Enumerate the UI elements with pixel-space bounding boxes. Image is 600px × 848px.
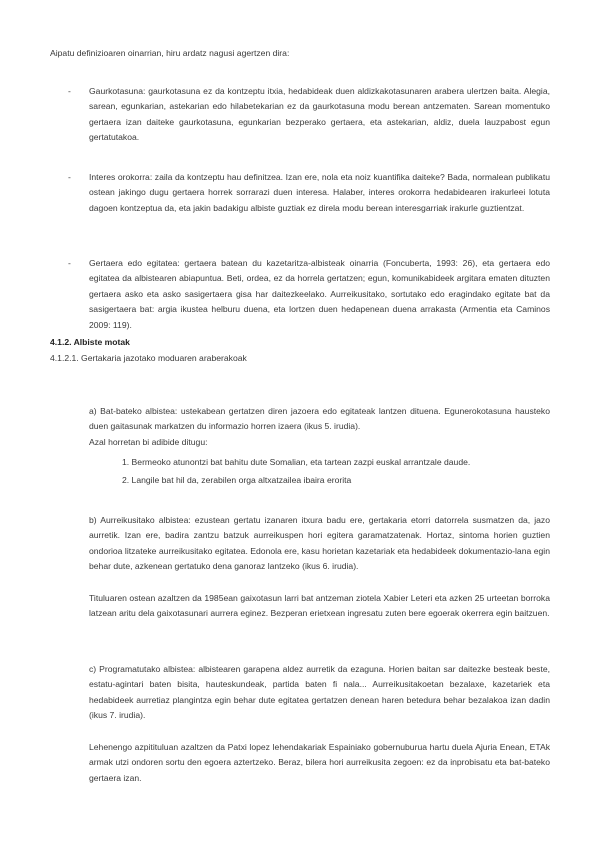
type-a-examples-intro: Azal horretan bi adibide ditugu:: [89, 437, 208, 447]
subsection-heading: 4.1.2.1. Gertakaria jazotako moduaren araberakoak: [50, 353, 247, 363]
type-b-paragraph-2: Tituluaren ostean azaltzen da 1985ean gaixotasun larri bat antzeman ziotela Xabier Leteri eta azken 25 urteetan borroka latzean aritu dela gaixotasunari aurrera eginez. Bezperan erietxean ingresatu zuten bere egoerak okerrera egin baitzuen.: [89, 593, 550, 619]
type-c-paragraph: c) Programatutako albistea: albistearen garapena aldez aurretik da ezaguna. Horien baitan sar daitezke besteak beste, estatu-agintari baten bisita, hauteskundeak, partida baten fi nala... Aurreikusitakoetan bezalaxe, kazetariek eta hedabideek aurretiaz plangintza egin behar dute egitatea gertatzen denean haren betedura behar bezalakoa izan dadin (ikus 7. irudia).: [89, 664, 550, 721]
criterion-gertaera: Gertaera edo egitatea: gertaera batean du kazetaritza-albisteak oinarria (Foncuberta, 1993: 26), eta gertaera edo egitatea da albistearen abiapuntua. Beti, ordea, ez da horrela gertatzen; egun, komunikabideek argitara ematen dituzten gertaera asko eta asko sasigertaera gisa har daitezkeelako. Aurreikusitako, sortutako edo eragindako egitate bat da sasigertaera bat: argia ikustea helburu duena, eta lortzen duen hedapenean duena arrakasta (Armentia eta Caminos 2009: 119).: [89, 258, 550, 330]
criterion-interes-orokorra: Interes orokorra: zaila da kontzeptu hau definitzea. Izan ere, nola eta noiz kuantifika daiteke? Bada, normalean publikatu ostean jakingo dugu gertaera horrek sorrarazi duen interesa. Halaber, interes orokorra hedabidearen irakurleei lotuta dagoen kontzeptua da, eta jakin badakigu albiste guztiak ez direla modu berean interesgarriak irakurle guztientzat.: [89, 172, 550, 213]
section-heading: 4.1.2. Albiste motak: [50, 337, 130, 347]
bullet-marker: -: [68, 258, 71, 268]
type-a-paragraph: a) Bat-bateko albistea: ustekabean gertatzen diren jazoera edo egitateak lantzen dituena. Egunerokotasuna hausteko duen gaitasunak markatzen du informazio horren izaera (ikus 5. irudia).: [89, 406, 550, 432]
type-a-example-1: 1. Bermeoko atunontzi bat bahitu dute Somalian, eta tartean zazpi euskal arrantzale daude.: [122, 457, 471, 467]
type-a-example-2: 2. Langile bat hil da, zerabilen orga altxatzailea ibaira erorita: [122, 475, 352, 485]
bullet-marker: -: [68, 172, 71, 182]
bullet-marker: -: [68, 86, 71, 96]
type-c-paragraph-2: Lehenengo azpitituluan azaltzen da Patxi lopez lehendakariak Espainiako gobernuburua hartu duela Ajuria Enean, ETAk armak utzi ondoren sortu den egoera aztertzeko. Beraz, bilera hori aurreikusita zegoen: ez da inprobisatu eta bat-bateko gertaera izan.: [89, 742, 550, 783]
intro-paragraph: Aipatu definizioaren oinarrian, hiru ardatz nagusi agertzen dira:: [50, 48, 290, 58]
criterion-gaurkotasuna: Gaurkotasuna: gaurkotasuna ez da kontzeptu itxia, hedabideak duen aldizkakotasunaren arabera ulertzen baita. Alegia, sarean, egunkarian, astekarian edo hilabetekarian ez da gaurkotasuna modu berean antzematen. Sarean momentuko gertaera izan daiteke gaurkotasuna, egunkarian bezperako gertaera, eta astekarian, aldiz, duela lauzpabost egun gertatutakoa.: [89, 86, 550, 143]
type-b-paragraph: b) Aurreikusitako albistea: ezustean gertatu izanaren itxura badu ere, gertakaria etorri datorrela susmatzen da, jazo aurretik. Izan ere, badira zantzu batzuk aurreikuspen hori egitera garamatzatenak. Hortaz, sintoma horien guztien ondorioa litzateke aurreikusitako egitatea. Edonola ere, kasu horietan kazetariak eta hedabideek dokumentazio-lana egin behar dute, azkenean gertatuko dena ganoraz lantzeko (ikus 6. irudia).: [89, 515, 550, 572]
